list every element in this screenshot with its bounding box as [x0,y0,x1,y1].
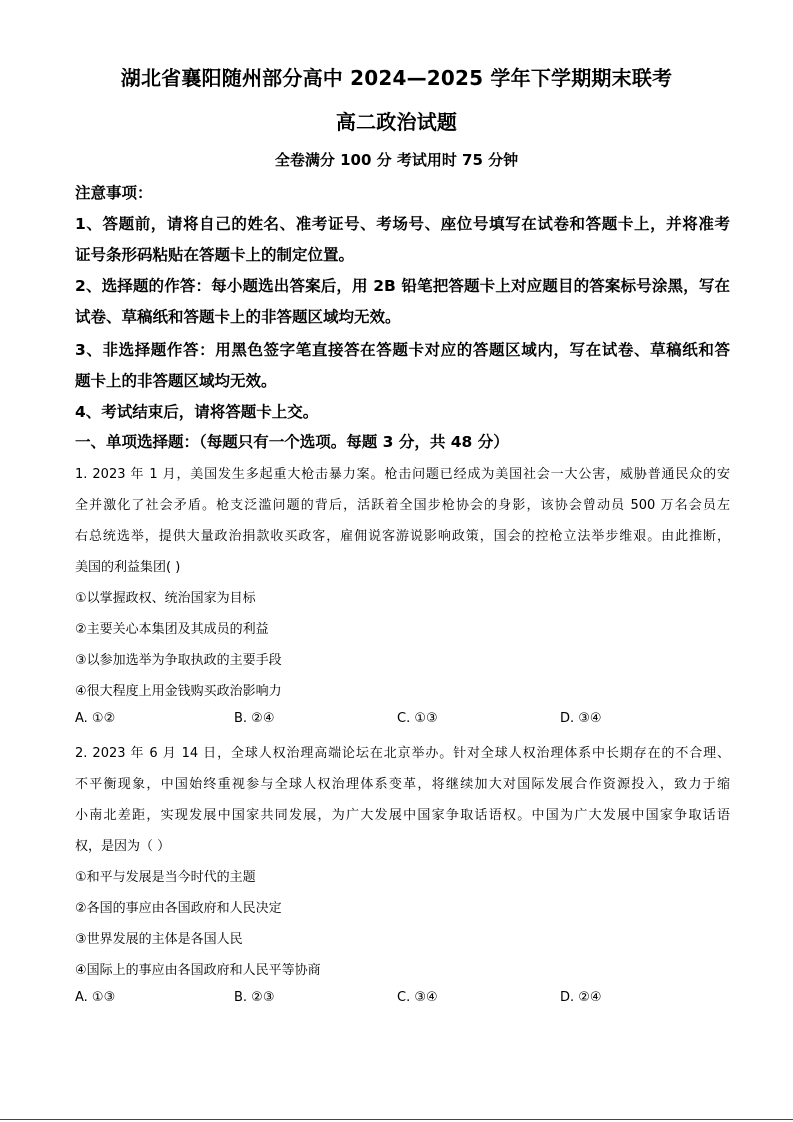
notice-line: 3、非选择题作答：用黑色签字笔直接答在答题卡对应的答题区域内，写在试卷、草稿纸和答 [75,341,730,359]
question-1-item: ③以参加选举为争取执政的主要手段 [75,653,282,668]
question-2-item: ②各国的事应由各国政府和人民决定 [75,901,282,916]
notice-line: 1、答题前，请将自己的姓名、准考证号、考场号、座位号填写在试卷和答题卡上，并将准考 [75,215,730,233]
question-2-option-b: B. ②③ [234,990,275,1005]
exam-subject-title: 高二政治试题 [335,110,458,134]
question-1-option-d: D. ③④ [560,711,602,726]
question-1-stem: 1. 2023 年 1 月，美国发生多起重大枪击暴力案。枪击问题已经成为美国社会一大公害，威胁普通民众的安 [75,467,730,482]
notice-line: 试卷、草稿纸和答题卡上的非答题区域均无效。 [75,308,401,326]
notice-line: 2、选择题的作答：每小题选出答案后，用 2B 铅笔把答题卡上对应题目的答案标号涂黑，写在 [75,277,730,295]
question-1-item: ②主要关心本集团及其成员的利益 [75,622,269,637]
question-1-item: ④很大程度上用金钱购买政治影响力 [75,684,282,699]
page-bottom-rule [0,1119,793,1120]
question-2-option-d: D. ②④ [560,990,602,1005]
question-2-option-a: A. ①③ [75,990,116,1005]
question-2-option-c: C. ③④ [397,990,438,1005]
notice-line: 题卡上的非答题区域均无效。 [75,372,277,390]
exam-info: 全卷满分 100 分 考试用时 75 分钟 [274,151,519,169]
question-1-stem: 美国的利益集团( ) [75,560,181,575]
section-heading: 一、单项选择题：（每题只有一个选项。每题 3 分，共 48 分） [75,433,509,451]
question-1-option-c: C. ①③ [397,711,438,726]
question-1-stem: 右总统选举，提供大量政治捐款收买政客，雇佣说客游说影响政策，国会的控枪立法举步维艰。由此推断， [75,529,730,544]
question-1-option-a: A. ①② [75,711,116,726]
notice-heading: 注意事项： [75,184,153,202]
question-2-item: ③世界发展的主体是各国人民 [75,932,243,947]
question-1-item: ①以掌握政权、统治国家为目标 [75,591,256,606]
question-2-stem: 不平衡现象，中国始终重视参与全球人权治理体系变革，将继续加大对国际发展合作资源投入，致力于缩 [75,777,730,792]
question-2-item: ④国际上的事应由各国政府和人民平等协商 [75,963,321,978]
exam-title: 湖北省襄阳随州部分高中 2024—2025 学年下学期期末联考 [120,66,673,90]
notice-line: 证号条形码粘贴在答题卡上的制定位置。 [75,246,355,264]
notice-line: 4、考试结束后，请将答题卡上交。 [75,403,319,421]
question-1-stem: 全并激化了社会矛盾。枪支泛滥问题的背后，活跃着全国步枪协会的身影，该协会曾动员 500 万名会员左 [75,498,730,513]
question-2-stem: 小南北差距，实现发展中国家共同发展，为广大发展中国家争取话语权。中国为广大发展中国家争取话语 [75,808,730,823]
question-1-option-b: B. ②④ [234,711,275,726]
question-2-item: ①和平与发展是当今时代的主题 [75,870,256,885]
question-2-stem: 2. 2023 年 6 月 14 日，全球人权治理高端论坛在北京举办。针对全球人权治理体系中长期存在的不合理、 [75,746,730,761]
question-2-stem: 权，是因为（ ） [75,839,171,854]
